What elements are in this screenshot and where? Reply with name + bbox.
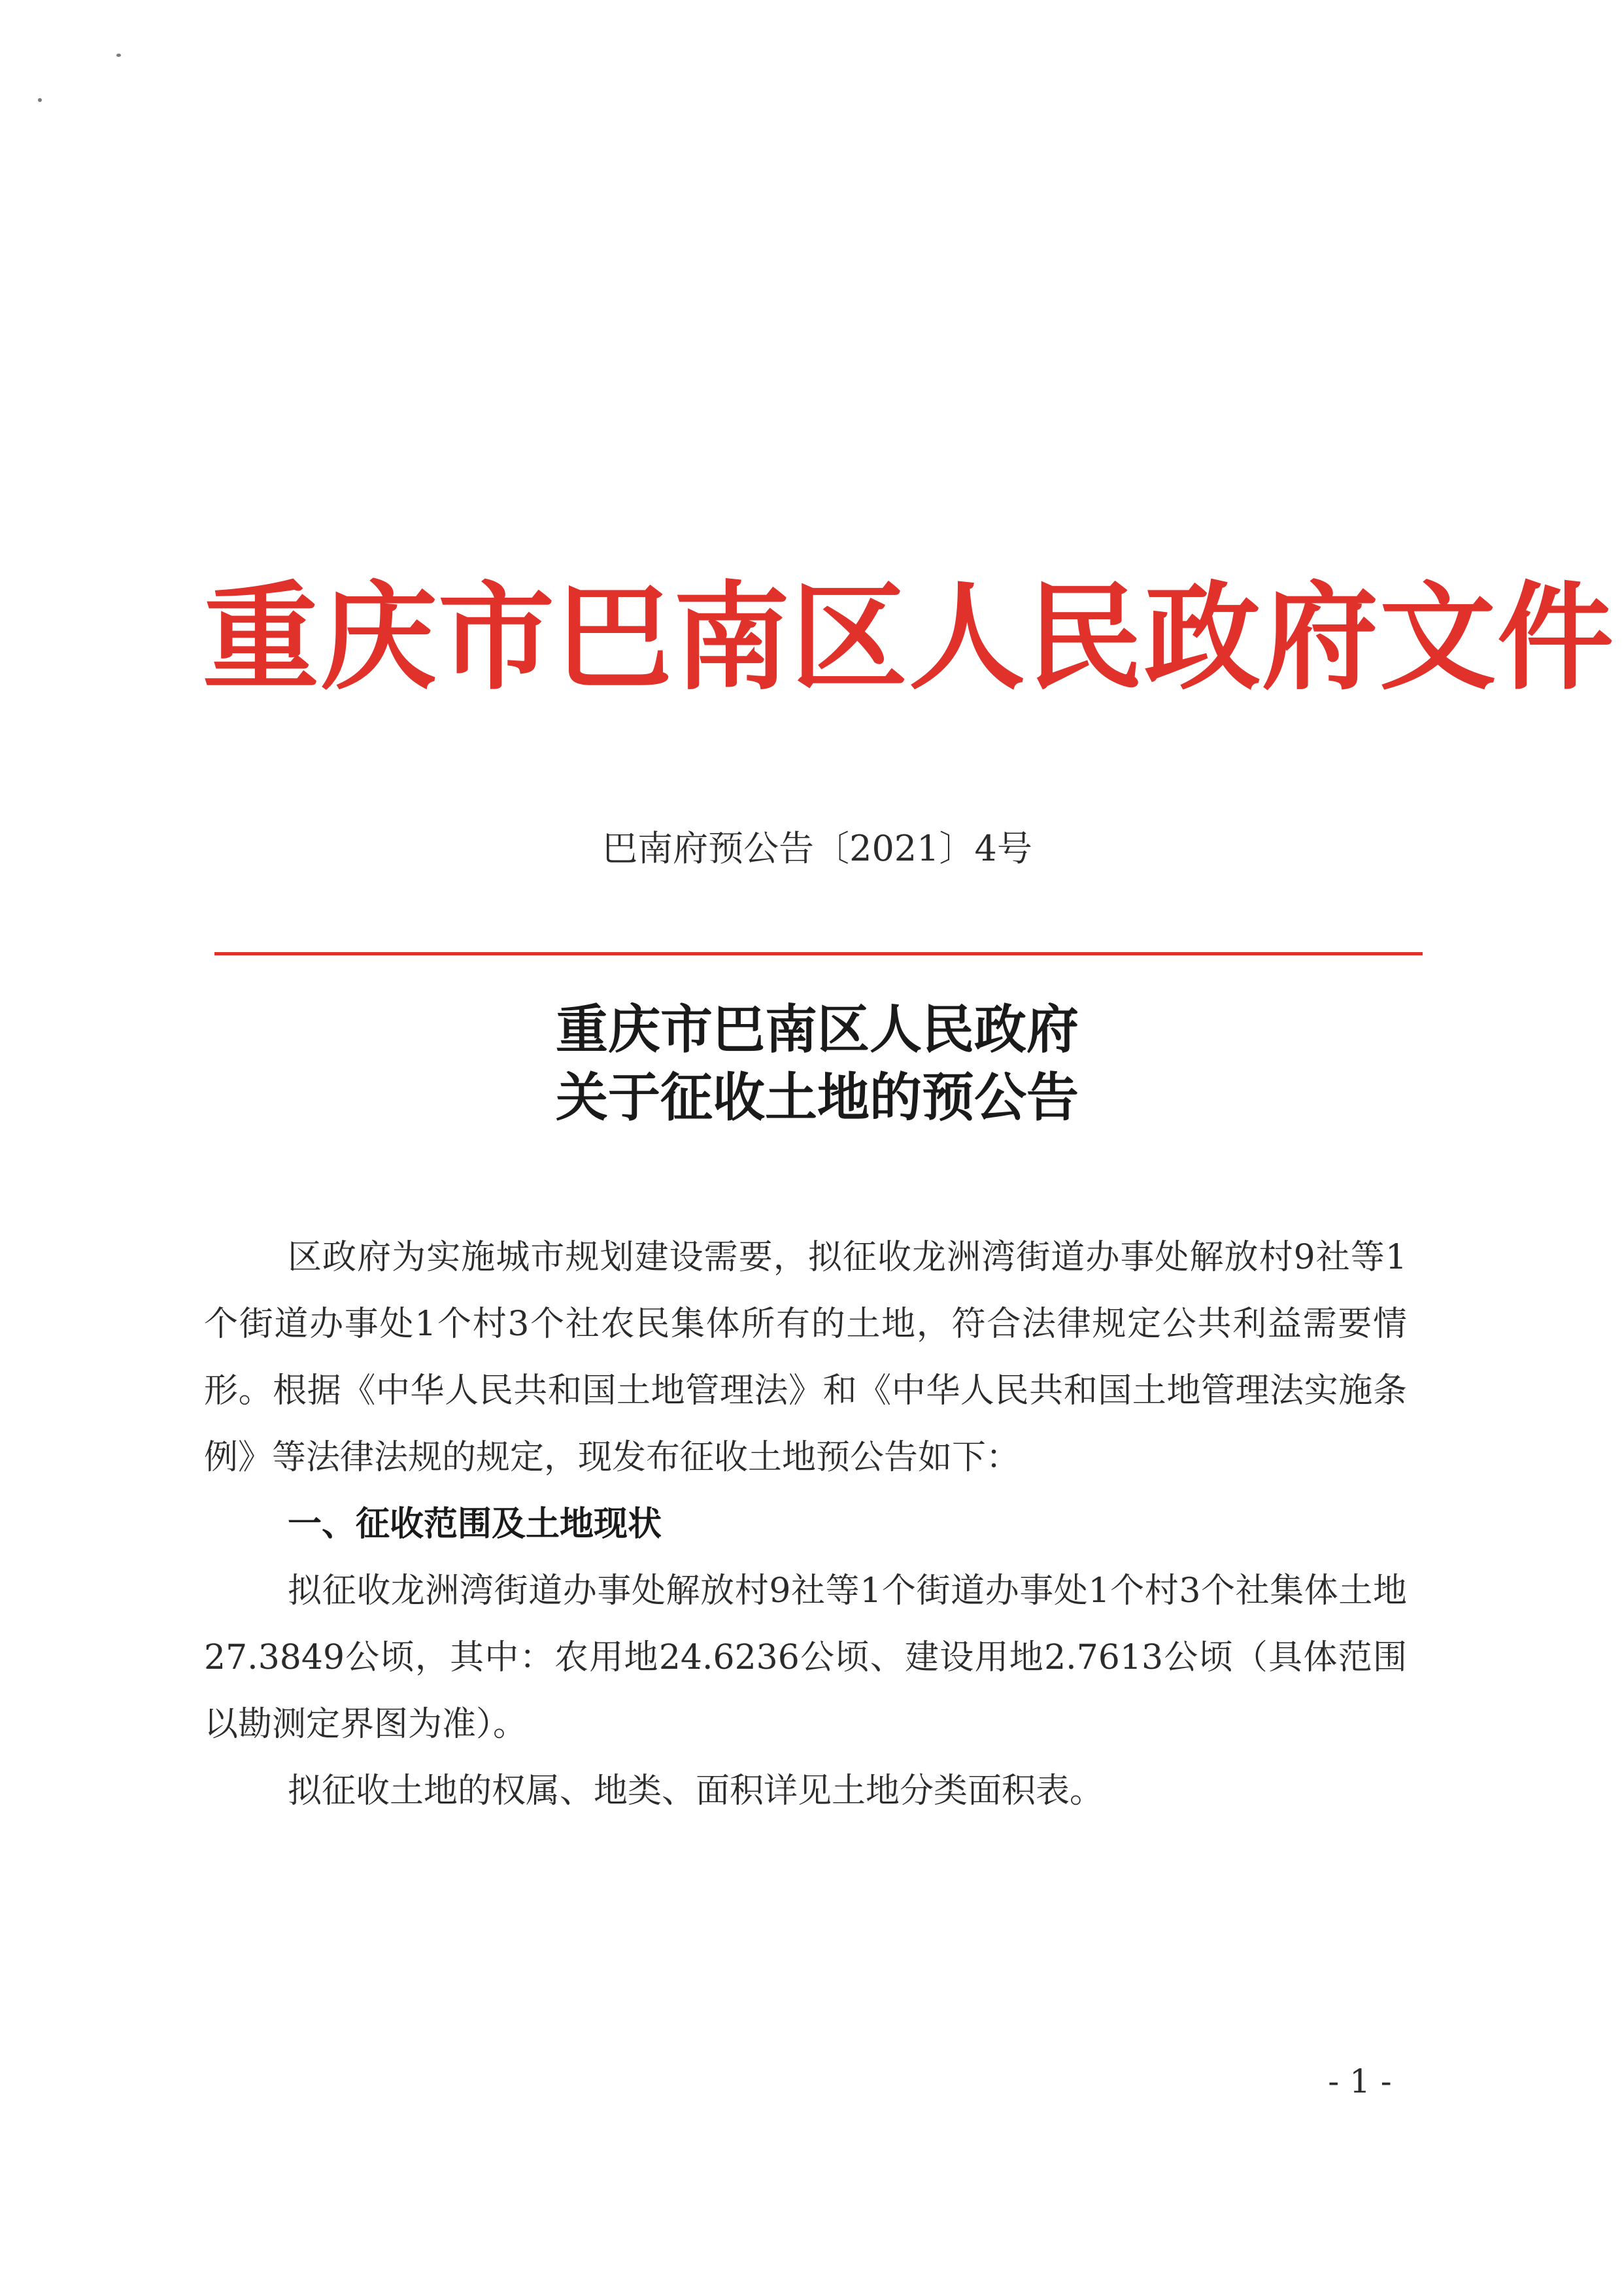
page-number: - 1 -: [1328, 2062, 1392, 2100]
section-1-paragraph-1: 拟征收龙洲湾街道办事处解放村9社等1个街道办事处1个村3个社集体土地27.3849公顷，其中：农用地24.6236公顷、建设用地2.7613公顷（具体范围以勘测定界图为准）。: [204, 1571, 1407, 1744]
section-1-paragraph-2: 拟征收土地的权属、地类、面积详见土地分类面积表。: [288, 1771, 1104, 1811]
title-line-1: 重庆市巴南区人民政府: [556, 999, 1079, 1060]
document-title: [203, 995, 1432, 1146]
title-line-2: 关于征收土地的预公告: [556, 1067, 1079, 1128]
document-body: [204, 1224, 1407, 1824]
scan-speck: [38, 98, 42, 102]
intro-paragraph: 区政府为实施城市规划建设需要，拟征收龙洲湾街道办事处解放村9社等1个街道办事处1个村3个社农民集体所有的土地，符合法律规定公共利益需要情形。根据《中华人民共和国土地管理法》和《中华人民共和国土地管理法实施条例》等法律法规的规定，现发布征收土地预公告如下：: [204, 1238, 1407, 1477]
document-masthead: 重庆市巴南区人民政府文件: [203, 569, 1615, 706]
red-divider-line: [214, 952, 1423, 955]
section-heading-1: 一、征收范围及土地现状: [288, 1505, 662, 1544]
document-number: 巴南府预公告〔2021〕4号: [602, 828, 1032, 869]
scan-speck: [116, 54, 121, 57]
